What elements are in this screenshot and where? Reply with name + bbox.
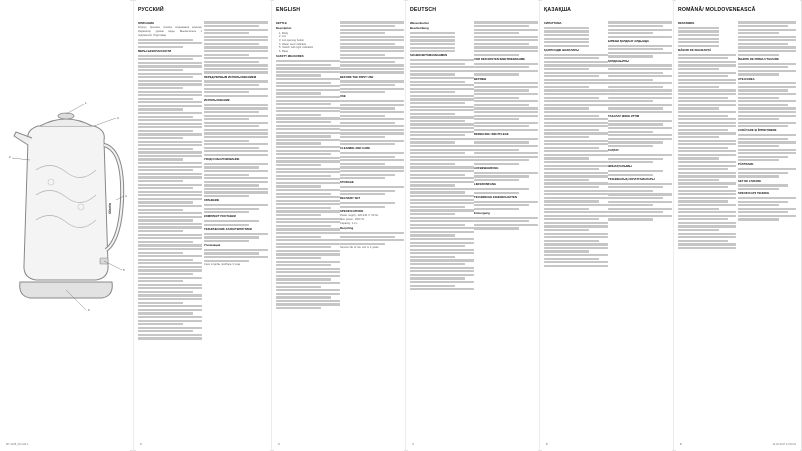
list-item: 3. Lid opening button <box>279 39 305 42</box>
section-heading: ҚАУІПСІЗДІК ШАРАЛАРЫ <box>544 47 580 52</box>
section-heading: ЖИНАҚТАЛЫМЫ <box>608 164 632 169</box>
list-item: 4. Water level indicator <box>279 42 307 46</box>
column-left <box>678 20 736 432</box>
spec-power: Power supply: 220-240 V, 50 Hz <box>340 214 379 218</box>
section-heading: Entsorgung <box>474 210 490 215</box>
page-number: 4 <box>412 442 414 446</box>
section-heading: LIEFERUMFANG <box>474 182 497 187</box>
list-item: 5. Switch with light indication <box>279 46 314 50</box>
spec-capacity: Capacity: 1.2 L <box>340 221 358 225</box>
section-heading: BETRIEB <box>474 76 487 81</box>
section-heading: ТЕХНИКАЛЫҚ СИПАТТАМАЛАРЫ <box>608 176 655 181</box>
callout-6: 6 <box>88 308 90 312</box>
section-heading: CURĂȚARE ȘI ÎNTREȚINERE <box>738 128 777 133</box>
section-heading: Wasserkocher <box>410 21 430 25</box>
section-heading: USE <box>340 94 346 99</box>
callout-2: 2 <box>9 155 11 159</box>
column-left <box>138 20 202 432</box>
page-number: 2 <box>140 442 142 446</box>
page-kazakh <box>542 0 672 451</box>
section-heading: ПЕРЕД ПЕРВЫМ ИСПОЛЬЗОВАНИЕМ <box>204 74 257 79</box>
page-english <box>274 0 404 451</box>
list-item: 2. Lid <box>279 35 286 39</box>
page-number: 3 <box>278 442 280 446</box>
fold-line <box>539 0 540 451</box>
column-right <box>738 20 796 432</box>
section-heading: MĂSURI DE SIGURANȚĂ <box>678 47 712 52</box>
callout-4: 4 <box>125 194 127 198</box>
imprint-right: 14.02.2017 11:54:24 <box>772 443 796 446</box>
fold-line <box>133 0 134 451</box>
callout-5: 5 <box>123 268 125 272</box>
section-heading: VOR DER ERSTEN INBETRIEBNAHME <box>474 56 525 61</box>
cover-page <box>0 0 130 451</box>
page-number: 6 <box>680 442 682 446</box>
column-right <box>474 20 538 432</box>
paragraph: Срок службы прибора 3 года <box>204 263 241 267</box>
section-heading: TECHNISCHE EIGENSCHAFTEN <box>474 194 517 199</box>
page-deutsch <box>408 0 538 451</box>
page-title: DEUTSCH <box>410 7 437 13</box>
fold-line <box>405 0 406 451</box>
service-life: Service life of the unit is 3 years <box>340 246 379 250</box>
brand-logo: Marta <box>106 203 112 214</box>
section-heading: ИСПОЛЬЗОВАНИЕ <box>204 97 230 102</box>
section-heading: КОМПЛЕКТ ПОСТАВКИ <box>204 214 236 219</box>
section-heading: Recycling <box>340 226 354 231</box>
section-heading: AUFBEWAHRUNG <box>474 166 499 171</box>
kettle-illustration <box>6 100 126 350</box>
page-number: 5 <box>546 442 548 446</box>
imprint-left: MT-1046_IM.indd 1 <box>6 443 29 446</box>
section-heading: МЕРЫ БЕЗОПАСНОСТИ <box>138 48 172 53</box>
section-heading: SAFETY MEASURES <box>276 54 304 59</box>
column-left <box>410 20 474 432</box>
section-heading: ҚОЛДАНЫЛУЫ <box>608 58 629 63</box>
section-heading: SPECIFICATIONS <box>340 209 364 214</box>
page-romanian <box>676 0 800 451</box>
list-item: 6. Base <box>279 49 289 53</box>
section-heading: DESCRIERE <box>678 21 695 25</box>
column-left <box>544 20 608 432</box>
page-russian <box>136 0 270 451</box>
section-heading: ХРАНЕНИЕ <box>204 198 220 203</box>
section-heading: ТЕХНИЧЕСКИЕ ХАРАКТЕРИСТИКИ <box>204 226 252 231</box>
column-right <box>608 20 672 432</box>
section-heading: БІРІНШІ ҚОЛДАНУ АЛДЫНДА <box>608 38 649 43</box>
list-item: 1. Body <box>279 31 289 35</box>
page-title: ROMÂNĂ/ MOLDOVENEASCĂ <box>678 7 756 13</box>
section-heading: SICHERHEITSMAßNAHMEN <box>410 53 448 58</box>
section-heading: САҚТАУ <box>608 148 619 153</box>
section-heading: KETTLE <box>276 21 287 25</box>
section-heading: CLEANING AND CARE <box>340 146 371 151</box>
column-right <box>340 20 404 432</box>
callout-3: 3 <box>117 116 119 120</box>
column-right <box>204 20 268 432</box>
spec-max-power: Max power: 1500 W <box>340 218 364 222</box>
section-heading: SET DE LIVRARE <box>738 178 762 183</box>
section-heading: SPECIFICAȚII TEHNICE <box>738 191 770 196</box>
section-heading: BEFORE THE FIRST USE <box>340 74 374 79</box>
fold-line <box>271 0 272 451</box>
section-heading: ТАЗАЛАУ ЖӘНЕ КҮТІМ <box>608 114 640 119</box>
section-heading: DELIVERY SET <box>340 196 361 201</box>
section-heading: ОПИСАНИЕ <box>138 21 155 25</box>
page-title: РУССКИЙ <box>138 7 164 13</box>
section-heading: UTILIZAREA <box>738 76 755 81</box>
section-heading: PĂSTRARE <box>738 162 754 167</box>
section-heading: УХОД И ОБСЛУЖИВАНИЕ <box>204 157 240 162</box>
column-left <box>276 20 340 432</box>
section-heading: ÎNAINTE DE PRIMA UTILIZARE <box>738 56 779 61</box>
page-title: ҚАЗАҚША <box>544 7 572 13</box>
section-heading: Утилизация <box>204 243 221 248</box>
callout-1: 1 <box>85 101 87 105</box>
section-heading: REINIGUNG UND PFLEGE <box>474 132 509 136</box>
section-heading: STORAGE <box>340 180 354 185</box>
section-heading: СИПАТТАМА <box>544 21 562 25</box>
page-title: ENGLISH <box>276 7 301 13</box>
fold-line <box>673 0 674 451</box>
section-subheading: Beschreibung <box>410 26 429 31</box>
section-subheading: Description <box>276 26 292 31</box>
paragraph: Корпус, Крышка, Кнопка открывания крышки, Индикатор уровня воды, Выключатель с подсветкой, Подставка <box>138 26 202 37</box>
